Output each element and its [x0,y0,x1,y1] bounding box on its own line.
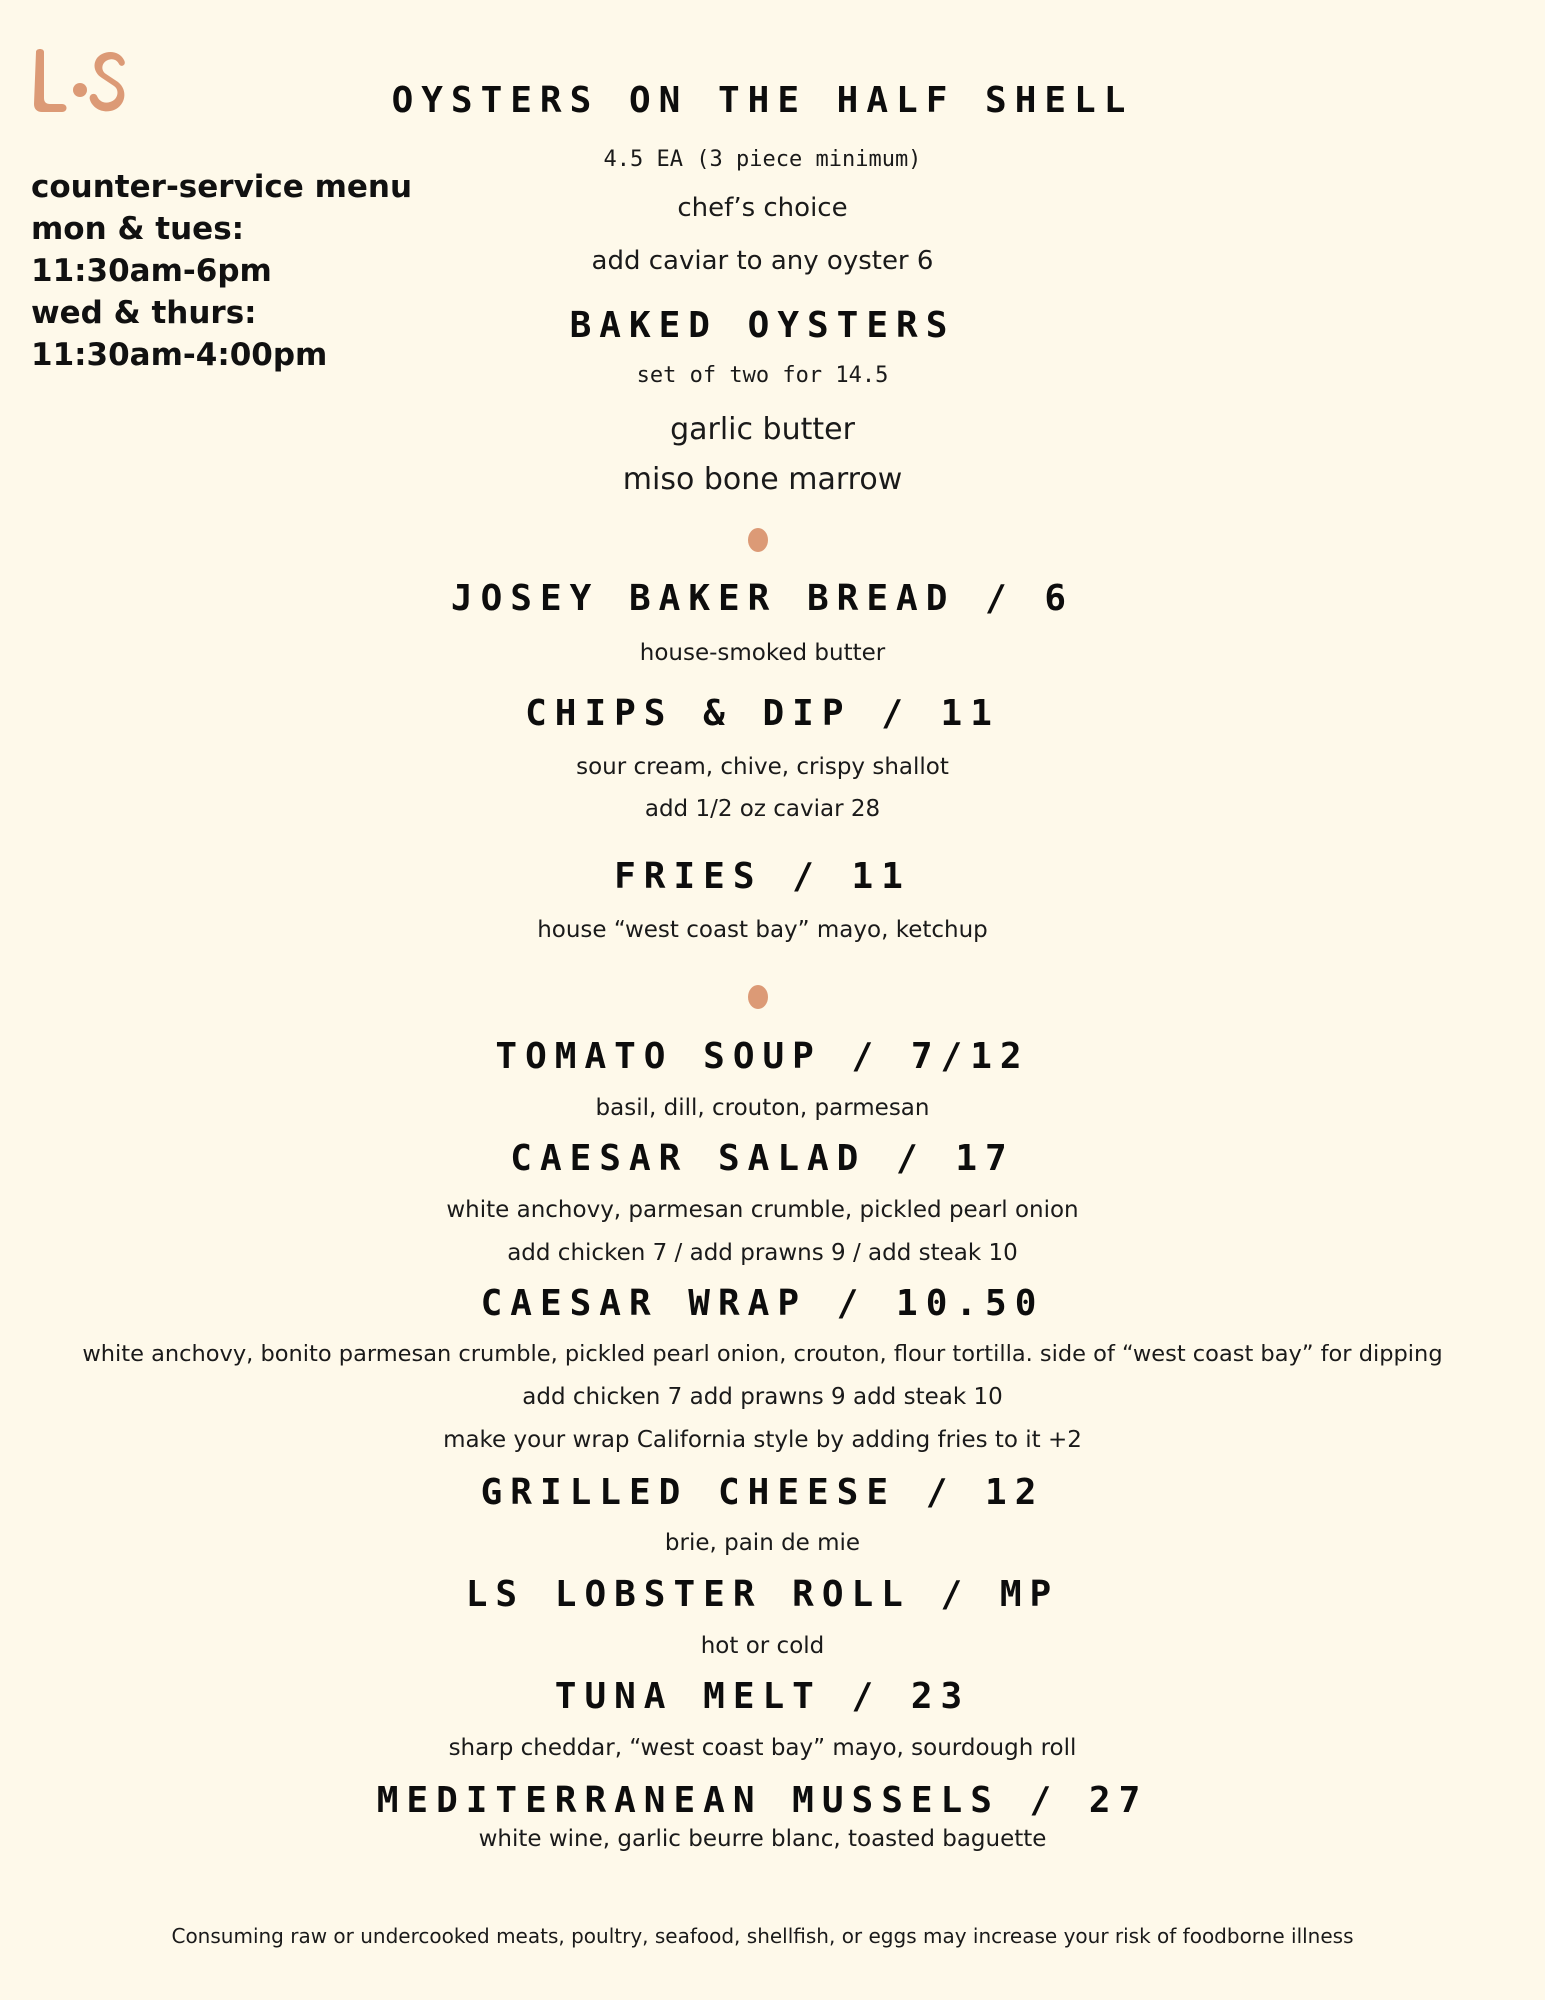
hours-days-1: mon & tues: [31,211,245,247]
hours-times-1: 11:30am-6pm [31,253,272,289]
mussels-heading: MEDITERRANEAN MUSSELS / 27 [376,1780,1149,1821]
baked-oysters-option-2: miso bone marrow [622,462,903,497]
oysters-caviar-addon: add caviar to any oyster 6 [591,246,934,276]
caesar-wrap-heading: CAESAR WRAP / 10.50 [480,1283,1045,1324]
lobster-roll-heading: LS LOBSTER ROLL / MP [465,1574,1060,1615]
soup-desc: basil, dill, crouton, parmesan [595,1095,930,1121]
tuna-melt-heading: TUNA MELT / 23 [554,1676,971,1717]
baked-oysters-price-note: set of two for 14.5 [636,363,889,388]
chips-desc: sour cream, chive, crispy shallot [576,754,949,780]
hours-days-2: wed & thurs: [31,295,257,331]
section-divider-dot [748,528,768,552]
oysters-heading: OYSTERS ON THE HALF SHELL [391,80,1134,121]
baked-oysters-heading: BAKED OYSTERS [569,305,956,346]
grilled-cheese-heading: GRILLED CHEESE / 12 [480,1472,1045,1513]
lobster-roll-desc: hot or cold [700,1633,825,1659]
oysters-chefs-choice: chef’s choice [677,193,848,223]
fries-heading: FRIES / 11 [614,856,911,897]
chips-heading: CHIPS & DIP / 11 [525,693,1000,734]
caesar-wrap-note: make your wrap California style by adding fries to it +2 [443,1427,1082,1453]
caesar-salad-addon: add chicken 7 / add prawns 9 / add steak 10 [507,1240,1018,1266]
tuna-melt-desc: sharp cheddar, “west coast bay” mayo, sourdough roll [448,1735,1077,1761]
hours-times-2: 11:30am-4:00pm [31,337,328,373]
bread-heading: JOSEY BAKER BREAD / 6 [450,578,1075,619]
mussels-desc: white wine, garlic beurre blanc, toasted baguette [478,1826,1047,1852]
caesar-salad-desc: white anchovy, parmesan crumble, pickled pearl onion [446,1197,1079,1223]
foodborne-illness-disclaimer: Consuming raw or undercooked meats, poultry, seafood, shellfish, or eggs may increase your risk of foodborne illness [171,1924,1354,1948]
hours-menu-type: counter-service menu [31,169,413,205]
fries-desc: house “west coast bay” mayo, ketchup [537,917,988,943]
oysters-price-note: 4.5 EA (3 piece minimum) [603,147,922,172]
soup-heading: TOMATO SOUP / 7/12 [495,1036,1030,1077]
grilled-cheese-desc: brie, pain de mie [664,1530,861,1556]
section-divider-dot [748,985,768,1009]
chips-addon: add 1/2 oz caviar 28 [644,796,881,822]
bread-desc: house-smoked butter [639,640,886,666]
caesar-salad-heading: CAESAR SALAD / 17 [510,1138,1015,1179]
baked-oysters-option-1: garlic butter [670,412,855,447]
caesar-wrap-desc: white anchovy, bonito parmesan crumble, pickled pearl onion, crouton, flour tortilla. side of “west coast bay” for dipping [82,1341,1443,1367]
caesar-wrap-addon: add chicken 7 add prawns 9 add steak 10 [522,1384,1003,1410]
